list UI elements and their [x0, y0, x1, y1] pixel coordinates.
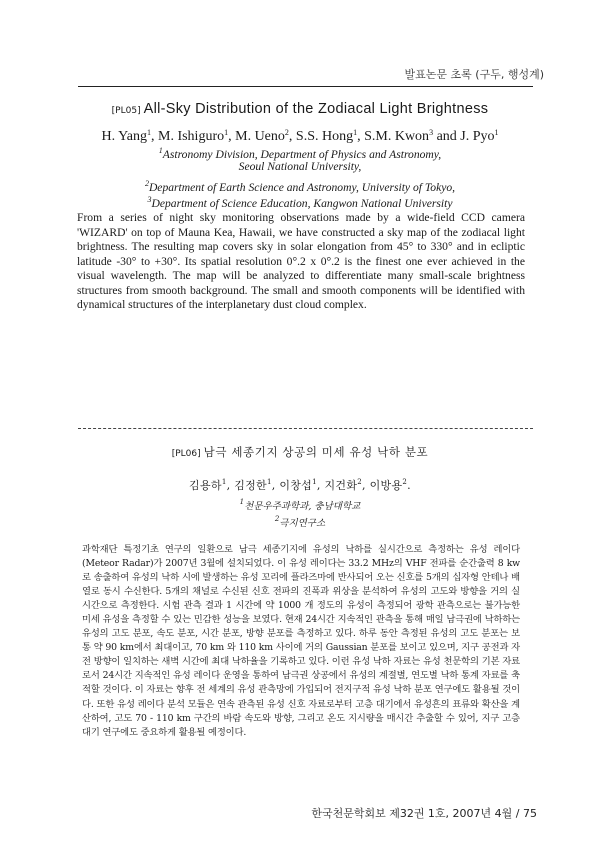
author-affiliation-mark: 2: [357, 478, 363, 486]
affiliation-text: Seoul National University,: [238, 160, 362, 174]
affiliation-mark: 1: [158, 146, 163, 155]
affiliation-line: [0, 192, 600, 212]
affiliation-line: [0, 159, 600, 175]
author-affiliation-mark: 2: [402, 478, 408, 486]
author-name: M. Ueno: [235, 129, 285, 144]
page-footer: 한국천문학회보 제32권 1호, 2007년 4월 / 75: [311, 807, 537, 820]
abstract2-title: [0, 444, 600, 460]
author-name: S.S. Hong: [295, 129, 354, 144]
abstract2-title-text: 남극 세종기지 상공의 미세 유성 낙하 분포: [203, 445, 429, 459]
author-name: 이방용: [369, 479, 403, 492]
author-separator: ,: [226, 479, 235, 492]
abstract1-code: [PL05]: [111, 106, 141, 116]
author-separator: ,: [362, 479, 370, 492]
author-name: 김용하: [189, 479, 222, 492]
abstract1-title-text: All-Sky Distribution of the Zodiacal Light Brightness: [143, 101, 489, 117]
author-name: H. Yang: [101, 129, 147, 144]
author-affiliation-mark: 1: [494, 128, 499, 137]
affiliation-mark: 2: [144, 178, 149, 188]
affiliation-text: 극지연구소: [279, 518, 326, 529]
affiliation-text: Department of Science Education, Kangwon National University: [151, 196, 453, 210]
abstract1-body: From a series of night sky monitoring observations made by a wide-field CCD camera 'WIZARD' on top of Mauna Kea, Hawaii, we have constructed a sky map of the zodiacal light brightness. The resulting map covers sky in solar elongation from 45° to 330° and in ecliptic latitude -30° to +30°. Its spatial resolution 0°.2 x 0°.2 is the finest one ever achieved in the visual wavelength. The map will be analyzed to differentiate many small-scale brightness structures from smooth background. The small and smooth components will be identified with dynamical structures of the interplanetary dust cloud complex.: [77, 211, 525, 311]
author-separator: ,: [151, 129, 158, 144]
running-head: 발표논문 초록 (구두, 행성계): [404, 68, 544, 81]
author-separator: ,: [271, 479, 280, 492]
author-affiliation-mark: 1: [266, 478, 272, 486]
affiliation-mark: 1: [239, 498, 245, 506]
affiliation-text: 천문우주과학과, 충남대학교: [244, 501, 361, 512]
author-affiliation-mark: 1: [353, 128, 358, 137]
abstract2-code: [PL06]: [171, 449, 201, 459]
author-affiliation-mark: 2: [284, 128, 289, 137]
author-name: 지건화: [324, 479, 358, 492]
author-name: J. Pyo: [460, 129, 495, 144]
author-name: M. Ishiguro: [158, 129, 225, 144]
author-affiliation-mark: 3: [429, 128, 434, 137]
author-separator: ,: [228, 129, 236, 144]
author-affiliation-mark: 1: [224, 128, 229, 137]
author-separator: .: [407, 479, 411, 492]
header-rule: [78, 86, 533, 87]
affiliation-text: Astronomy Division, Department of Physics and Astronomy,: [162, 148, 442, 161]
author-affiliation-mark: 1: [147, 128, 151, 137]
affiliation-mark: 3: [147, 194, 152, 204]
abstract2-body: 과학재단 특정기초 연구의 일환으로 남극 세종기지에 유성의 낙하를 실시간으로 측정하는 유성 레이다 (Meteor Radar)가 2007년 3월에 설치되었다. 이 유성 레이다는 33.2 MHz의 VHF 전파를 순간출력 8 kw로 송출하여 유성의 낙하 시에 발생하는 유성 꼬리에 플라즈마에 반사되어 오는 신호를 5개의 십자형 안테나 배열로 동시 수신한다. 5개의 채널로 수신된 신호 전파의 진폭과 위상을 분석하여 유성의 고도와 방향을 거의 실시간으로 측정한다. 시험 관측 결과 1 시간에 약 1000 개 정도의 유성이 측정되어 광학 관측으로는 불가능한 미세 유성을 측정할 수 있는 민감한 성능을 보였다. 현재 24시간 지속적인 관측을 통해 매일 남극권에 낙하하는 유성의 고도 분포, 속도 분포, 시간 분포, 방향 분포를 측정하고 있다. 하루 동안 측정된 유성의 고도 분포는 보통 약 90 km에서 최대이고, 70 km 와 110 km 사이에 거의 Gaussian 분포를 보이고 있으며, 지구 공전과 자전 방향이 일치하는 새벽 시간에 최대 낙하율을 기록하고 있다. 이런 유성 낙하 자료는 유성 천문학의 기본 자료로서 24시간 지속적인 유성 레이다 운영을 통하여 남극권 상공에서 유성의 계절별, 연도별 낙하 통계 자료를 축적할 것이다. 이 자료는 향후 전 세계의 유성 관측망에 가입되어 전지구적 유성 낙하 분포 연구에도 활용될 것이다. 또한 유성 레이다 분석 모듈은 연속 관측된 유성 신호 자료로부터 고층 대기에서 유성흔의 표류와 확산을 계산하여, 고도 70 - 110 km 구간의 바람 속도와 방향, 그리고 온도 지시량을 매시간 추출할 수 있어, 지구 고층 대기 연구에도 중요하게 활용될 예정이다.: [82, 544, 520, 738]
author-affiliation-mark: 1: [312, 478, 317, 486]
affiliation-line: [0, 511, 600, 532]
abstract2-authors: [0, 477, 600, 493]
section-divider: [78, 428, 533, 429]
author-separator: ,: [288, 129, 296, 144]
author-affiliation-mark: 1: [221, 478, 227, 486]
affiliation-mark: 2: [274, 515, 280, 523]
author-separator: and: [433, 129, 461, 144]
author-name: S.M. Kwon: [364, 129, 430, 144]
author-separator: ,: [316, 479, 325, 492]
author-name: 김정한: [234, 479, 267, 492]
author-name: 이창섭: [279, 479, 313, 492]
affiliation-text: Department of Earth Science and Astronomy, University of Tokyo,: [148, 180, 456, 194]
abstract1-title: [0, 101, 600, 117]
author-separator: ,: [357, 129, 365, 144]
